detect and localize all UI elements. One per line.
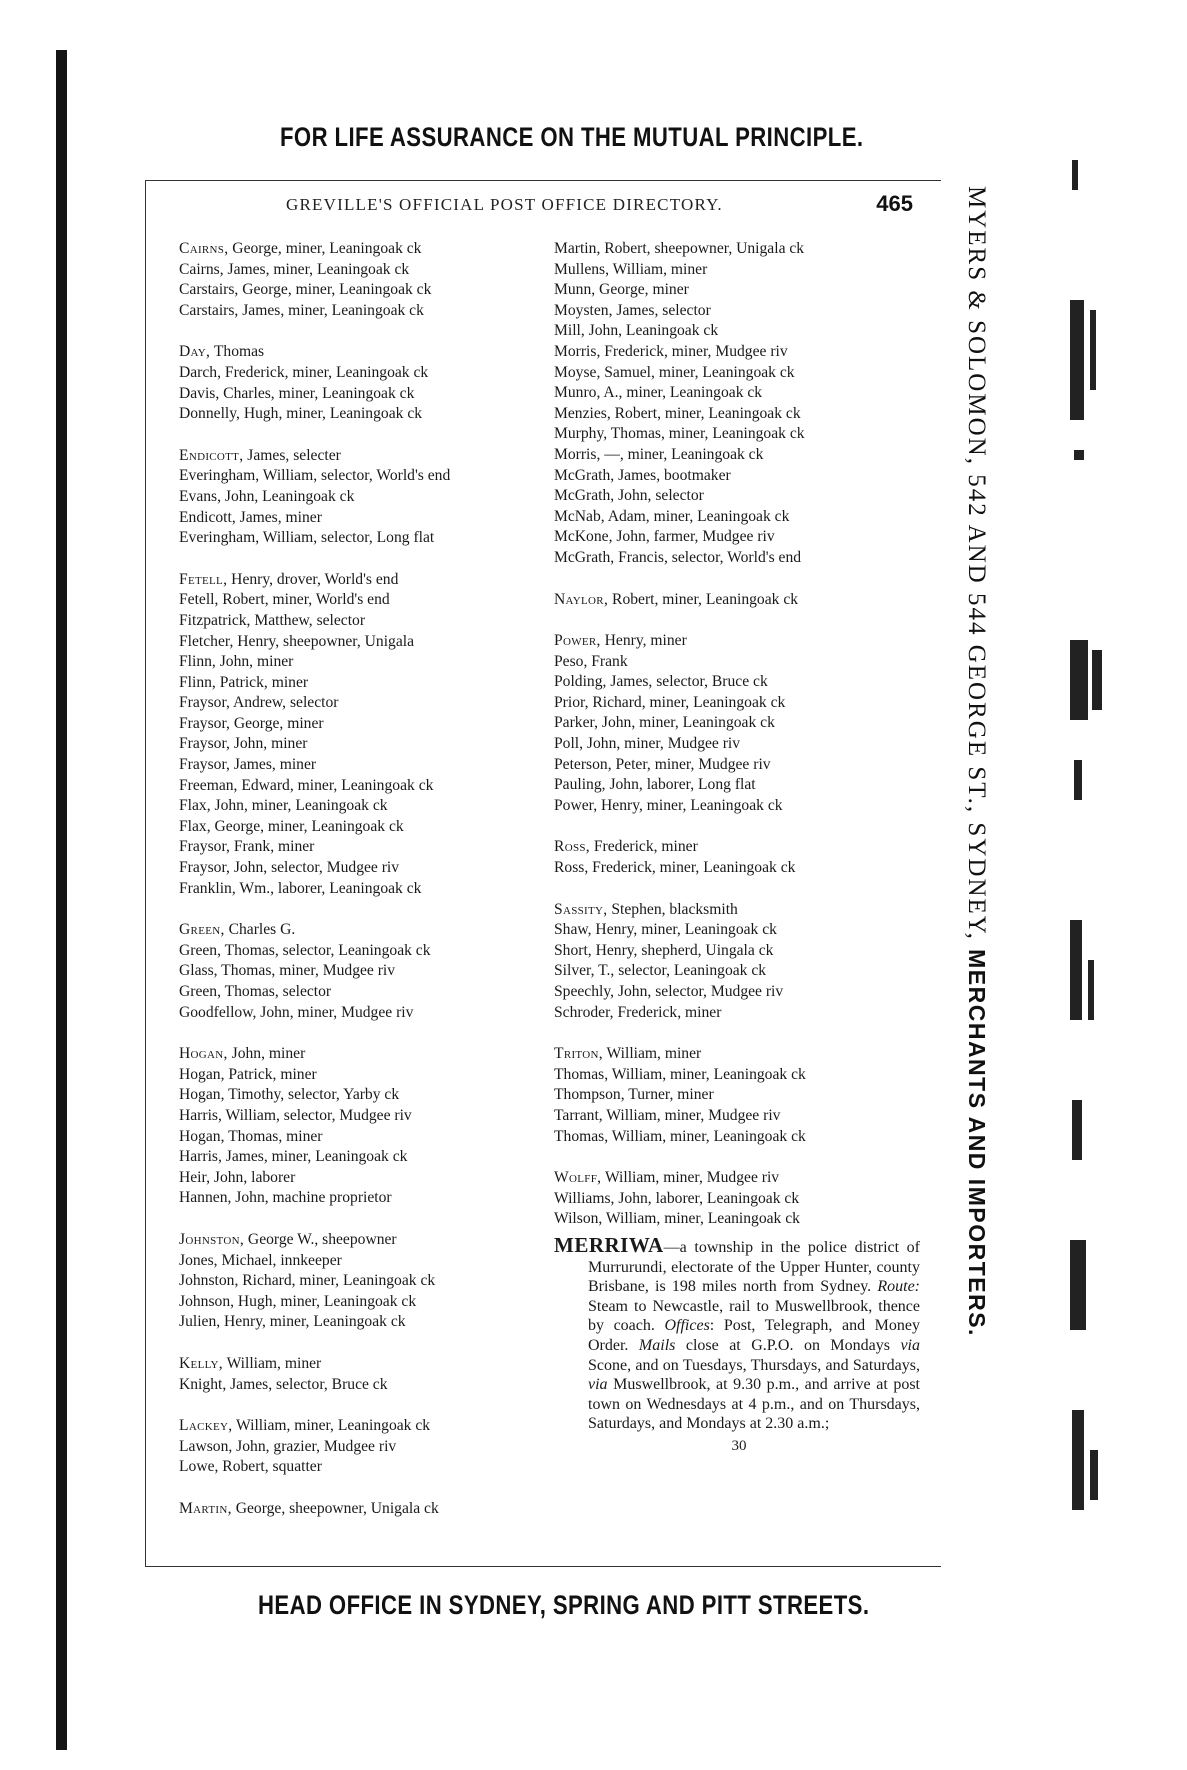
- entry-text: George W., sheepowner: [244, 1230, 397, 1248]
- directory-entry: [179, 1230, 549, 1251]
- directory-entry: Flax, George, miner, Leaningoak ck: [179, 817, 404, 835]
- directory-entry: Davis, Charles, miner, Leaningoak ck: [179, 384, 415, 402]
- directory-entry: Lowe, Robert, squatter: [179, 1458, 322, 1476]
- directory-page: [145, 180, 941, 1567]
- entry-text: Frederick, miner: [589, 838, 698, 856]
- directory-entry: Polding, James, selector, Bruce ck: [554, 673, 768, 691]
- directory-entry: Speechly, John, selector, Mudgee riv: [554, 983, 784, 1000]
- directory-entry: Parker, John, miner, Leaningoak ck: [554, 714, 775, 732]
- entry-text: Henry, drover, World's end: [227, 570, 399, 588]
- binding-edge: [56, 50, 67, 1750]
- directory-entry: [554, 631, 939, 652]
- directory-entry: Everingham, William, selector, World's end: [179, 467, 451, 485]
- section-gap: [179, 549, 549, 570]
- directory-entry: [554, 1044, 939, 1065]
- directory-entry: McGrath, Francis, selector, World's end: [554, 548, 802, 566]
- directory-entry: Menzies, Robert, miner, Leaningoak ck: [554, 404, 801, 422]
- mails-text-3: Muswellbrook, at 9.30 p.m., and arrive at post town on Wednesdays at 4 p.m., and on Thursdays, Saturdays, and Mondays at 2.30 a.m.;: [588, 1376, 920, 1433]
- entry-lead-surname: Green,: [179, 921, 225, 939]
- directory-entry: Moyse, Samuel, miner, Leaningoak ck: [554, 363, 795, 381]
- section-gap: [179, 425, 549, 446]
- section-gap: [179, 1395, 549, 1416]
- entry-lead-surname: Power,: [554, 632, 601, 650]
- directory-entry: Wilson, William, miner, Leaningoak ck: [554, 1210, 800, 1228]
- side-advert-band: [952, 186, 992, 1566]
- side-advert-text: [962, 186, 990, 1337]
- directory-entry: Cairns, James, miner, Leaningoak ck: [179, 260, 410, 278]
- merriwa-paragraph: [554, 1232, 920, 1434]
- entry-lead-surname: Wolff,: [554, 1169, 602, 1187]
- directory-entry: McGrath, James, bootmaker: [554, 466, 731, 484]
- entry-text: Robert, miner, Leaningoak ck: [608, 590, 799, 608]
- section-gap: [179, 1478, 549, 1499]
- entry-text: John, miner: [227, 1045, 306, 1063]
- directory-entry: Murphy, Thomas, miner, Leaningoak ck: [554, 425, 805, 443]
- directory-entry: Munro, A., miner, Leaningoak ck: [554, 384, 763, 402]
- continuation-mark: 30: [731, 1437, 747, 1454]
- directory-entry: Fraysor, John, miner: [179, 735, 308, 753]
- directory-entry: [554, 900, 939, 921]
- directory-entry: Thomas, William, miner, Leaningoak ck: [554, 1127, 806, 1145]
- directory-entry: Fetell, Robert, miner, World's end: [179, 591, 390, 609]
- directory-entry: Jones, Michael, innkeeper: [179, 1251, 342, 1269]
- directory-entry: Tarrant, William, miner, Mudgee riv: [554, 1106, 781, 1124]
- directory-entry: Williams, John, laborer, Leaningoak ck: [554, 1189, 800, 1207]
- directory-entry: [179, 920, 549, 941]
- top-advert-band: FOR LIFE ASSURANCE ON THE MUTUAL PRINCIPLE.: [280, 122, 864, 152]
- directory-entry: Flinn, Patrick, miner: [179, 673, 309, 691]
- entry-lead-surname: Kelly,: [179, 1354, 223, 1372]
- mails-label: Mails: [638, 1336, 676, 1354]
- entry-text: Stephen, blacksmith: [607, 900, 738, 918]
- directory-entry: Silver, T., selector, Leaningoak ck: [554, 962, 767, 980]
- directory-entry: Glass, Thomas, miner, Mudgee riv: [179, 962, 396, 980]
- directory-entry: Prior, Richard, miner, Leaningoak ck: [554, 693, 786, 711]
- directory-entry: Peterson, Peter, miner, Mudgee riv: [554, 755, 771, 773]
- entry-lead-surname: Hogan,: [179, 1045, 228, 1063]
- entry-text: William, miner, Leaningoak ck: [232, 1417, 431, 1435]
- directory-entry: Flinn, John, miner: [179, 653, 294, 671]
- entry-lead-surname: Triton,: [554, 1045, 603, 1063]
- directory-entry: Freeman, Edward, miner, Leaningoak ck: [179, 776, 434, 794]
- bottom-advert-band: HEAD OFFICE IN SYDNEY, SPRING AND PITT STREETS.: [258, 1590, 870, 1620]
- directory-entry: Mullens, William, miner: [554, 260, 708, 278]
- section-gap: [179, 1333, 549, 1354]
- directory-entry: Julien, Henry, miner, Leaningoak ck: [179, 1313, 406, 1331]
- page-header: [146, 191, 941, 221]
- section-gap: [554, 1023, 939, 1044]
- mails-text: close at G.P.O. on Mondays: [675, 1336, 901, 1354]
- section-gap: [179, 1209, 549, 1230]
- merriwa-heading: MERRIWA: [554, 1232, 664, 1257]
- section-gap: [554, 610, 939, 631]
- right-column-entries: [554, 239, 939, 1230]
- entry-lead-surname: Ross,: [554, 838, 590, 856]
- directory-entry: [554, 837, 939, 858]
- directory-entry: Flax, John, miner, Leaningoak ck: [179, 797, 388, 815]
- directory-entry: McGrath, John, selector: [554, 487, 704, 505]
- adjacent-page-edge: [1070, 160, 1110, 1600]
- directory-entry: Peso, Frank: [554, 652, 628, 670]
- directory-entry: [179, 446, 549, 467]
- directory-entry: Fraysor, James, miner: [179, 756, 317, 774]
- directory-entry: Harris, William, selector, Mudgee riv: [179, 1106, 412, 1124]
- directory-entry: [554, 1168, 939, 1189]
- directory-entry: Fraysor, Frank, miner: [179, 838, 315, 856]
- route-text: Steam to Newcastle, rail to Muswellbrook, thence by coach.: [588, 1297, 920, 1335]
- directory-entry: Carstairs, James, miner, Leaningoak ck: [179, 301, 424, 319]
- directory-entry: [179, 570, 549, 591]
- entry-lead-surname: Johnston,: [179, 1230, 245, 1248]
- directory-entry: Power, Henry, miner, Leaningoak ck: [554, 796, 783, 814]
- directory-entry: Carstairs, George, miner, Leaningoak ck: [179, 281, 432, 299]
- entry-lead-surname: Martin,: [179, 1499, 232, 1517]
- mails-text-2: Scone, and on Tuesdays, Thursdays, and Saturdays,: [588, 1356, 920, 1374]
- entry-text: Thomas: [210, 343, 265, 361]
- section-gap: [554, 569, 939, 590]
- directory-entry: Mill, John, Leaningoak ck: [554, 322, 719, 340]
- via-word: via: [588, 1376, 608, 1394]
- entry-text: William, miner: [222, 1354, 322, 1372]
- directory-entry: Morris, Frederick, miner, Mudgee riv: [554, 342, 788, 360]
- route-label: Route:: [877, 1278, 920, 1296]
- directory-entry: [554, 590, 939, 611]
- directory-entry: McKone, John, farmer, Mudgee riv: [554, 528, 775, 546]
- right-column: [554, 239, 939, 1456]
- directory-entry: Hogan, Patrick, miner: [179, 1065, 317, 1083]
- directory-entry: Hogan, Timothy, selector, Yarby ck: [179, 1086, 400, 1104]
- directory-entry: Morris, —, miner, Leaningoak ck: [554, 445, 764, 463]
- entry-lead-surname: Sassity,: [554, 900, 608, 918]
- directory-entry: Martin, Robert, sheepowner, Unigala ck: [554, 240, 805, 257]
- page-number: 465: [876, 191, 913, 216]
- entry-text: George, sheepowner, Unigala ck: [231, 1499, 439, 1517]
- left-column: [179, 239, 549, 1519]
- directory-entry: Thomas, William, miner, Leaningoak ck: [554, 1065, 806, 1083]
- directory-entry: Fraysor, George, miner: [179, 714, 324, 732]
- directory-entry: Evans, John, Leaningoak ck: [179, 487, 355, 505]
- directory-entry: Pauling, John, laborer, Long flat: [554, 776, 756, 794]
- entry-text: Henry, miner: [600, 632, 687, 650]
- directory-entry: Ross, Frederick, miner, Leaningoak ck: [554, 859, 796, 877]
- entry-text: James, selecter: [243, 446, 341, 464]
- entry-lead-surname: Day,: [179, 343, 211, 361]
- directory-entry: Fletcher, Henry, sheepowner, Unigala: [179, 632, 415, 650]
- offices-label: Offices: [664, 1317, 710, 1335]
- side-advert-trade: MERCHANTS AND IMPORTERS.: [964, 949, 990, 1337]
- directory-entry: Hannen, John, machine proprietor: [179, 1189, 392, 1207]
- section-gap: [179, 321, 549, 342]
- directory-entry: [179, 239, 549, 260]
- directory-entry: [179, 1354, 549, 1375]
- directory-entry: [179, 342, 549, 363]
- directory-entry: Goodfellow, John, miner, Mudgee riv: [179, 1003, 414, 1021]
- directory-entry: Johnson, Hugh, miner, Leaningoak ck: [179, 1292, 417, 1310]
- directory-entry: Endicott, James, miner: [179, 508, 322, 526]
- directory-entry: Poll, John, miner, Mudgee riv: [554, 735, 741, 753]
- directory-entry: Heir, John, laborer: [179, 1168, 296, 1186]
- directory-entry: Hogan, Thomas, miner: [179, 1127, 323, 1145]
- page-title: GREVILLE'S OFFICIAL POST OFFICE DIRECTORY.: [286, 195, 723, 214]
- section-gap: [179, 899, 549, 920]
- directory-entry: Harris, James, miner, Leaningoak ck: [179, 1148, 408, 1166]
- directory-entry: Fitzpatrick, Matthew, selector: [179, 611, 366, 629]
- directory-entry: Darch, Frederick, miner, Leaningoak ck: [179, 363, 429, 381]
- side-advert-name: MYERS & SOLOMON, 542 AND 544 GEORGE ST., SYDNEY,: [963, 186, 990, 950]
- directory-entry: Moysten, James, selector: [554, 301, 711, 319]
- directory-entry: Fraysor, John, selector, Mudgee riv: [179, 859, 400, 877]
- merriwa-body: —a township in the police district of Murrurundi, electorate of the Upper Hunter, county Brisbane, is 198 miles north from Sydney.: [588, 1238, 920, 1296]
- directory-entry: Thompson, Turner, miner: [554, 1086, 714, 1104]
- entry-lead-surname: Cairns,: [179, 240, 229, 257]
- entry-lead-surname: Naylor,: [554, 590, 609, 608]
- directory-entry: Schroder, Frederick, miner: [554, 1003, 722, 1021]
- directory-entry: Green, Thomas, selector: [179, 983, 332, 1000]
- entry-lead-surname: Fetell,: [179, 570, 228, 588]
- entry-text: Charles G.: [224, 921, 296, 939]
- via-word: via: [900, 1336, 920, 1354]
- directory-entry: Donnelly, Hugh, miner, Leaningoak ck: [179, 405, 423, 423]
- entry-lead-surname: Lackey,: [179, 1417, 233, 1435]
- directory-entry: Munn, George, miner: [554, 281, 689, 299]
- section-gap: [179, 1023, 549, 1044]
- section-gap: [554, 879, 939, 900]
- entry-text: William, miner, Mudgee riv: [601, 1169, 780, 1187]
- directory-entry: Franklin, Wm., laborer, Leaningoak ck: [179, 879, 422, 897]
- directory-entry: Green, Thomas, selector, Leaningoak ck: [179, 941, 431, 959]
- directory-entry: [179, 1499, 549, 1520]
- directory-entry: Knight, James, selector, Bruce ck: [179, 1375, 388, 1393]
- directory-entry: Fraysor, Andrew, selector: [179, 694, 339, 712]
- offices-text: : Post, Telegraph, and Money Order.: [588, 1317, 920, 1354]
- directory-entry: McNab, Adam, miner, Leaningoak ck: [554, 507, 790, 525]
- entry-lead-surname: Endicott,: [179, 446, 244, 464]
- directory-entry: [179, 1044, 549, 1065]
- directory-entry: Everingham, William, selector, Long flat: [179, 529, 435, 547]
- directory-entry: Lawson, John, grazier, Mudgee riv: [179, 1437, 397, 1455]
- directory-entry: Short, Henry, shepherd, Uingala ck: [554, 941, 774, 959]
- directory-entry: [179, 1416, 549, 1437]
- section-gap: [554, 1147, 939, 1168]
- section-gap: [554, 816, 939, 837]
- directory-entry: Johnston, Richard, miner, Leaningoak ck: [179, 1272, 436, 1290]
- entry-text: William, miner: [602, 1045, 702, 1063]
- entry-text: George, miner, Leaningoak ck: [228, 240, 422, 257]
- directory-entry: Shaw, Henry, miner, Leaningoak ck: [554, 921, 777, 939]
